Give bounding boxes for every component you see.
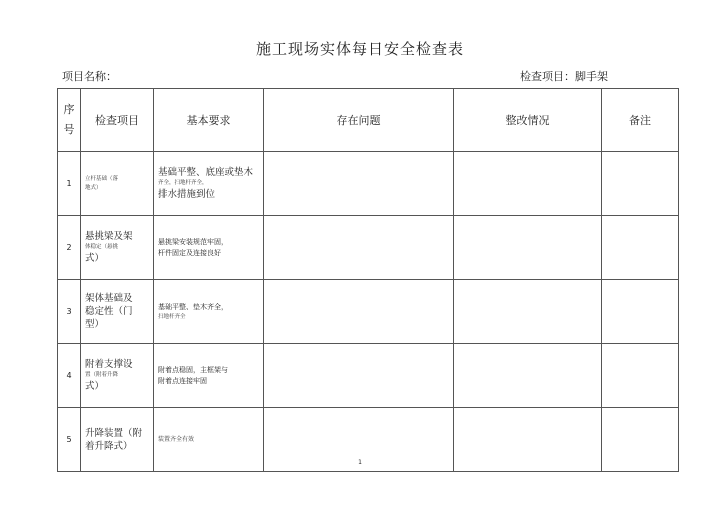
check-item-label: 检查项目：脚手架 [520,70,608,83]
row-item-line: 立杆基础（落 [85,175,119,182]
row-rectification-cell[interactable] [454,216,602,280]
project-name-label: 项目名称： [62,70,117,83]
table-header-row [58,89,679,152]
header-problem: 存在问题 [264,89,454,152]
header-item: 检查项目 [81,89,154,152]
row-item-line: 升降装置（附 [85,427,143,439]
header-requirement: 基本要求 [154,89,264,152]
row-item-line: 着升降式） [85,440,133,452]
row-item-line: 体稳定（悬挑 [85,244,119,250]
row-requirement [154,344,264,408]
row-rectification-cell[interactable] [454,344,602,408]
row-rectification-cell[interactable] [454,280,602,344]
row-item-line: 悬挑梁及架 [85,231,133,242]
row-req-line: 扫地杆齐全 [158,313,186,320]
row-item [81,216,154,280]
row-item-line: 置（附着升降 [85,372,119,378]
row-problem-cell[interactable] [264,344,454,408]
header-seq-line1: 序 [63,103,75,116]
row-number: 2 [58,216,81,280]
row-remarks-cell[interactable] [602,216,679,280]
row-number: 3 [58,280,81,344]
row-req-line: 基础平整、底座或垫木 [158,167,254,178]
row-req-line: 杆件固定及连接良好 [158,248,221,257]
row-remarks-cell[interactable] [602,344,679,408]
table-row [58,280,679,344]
row-req-line: 悬挑梁安装规范牢固， [158,237,228,246]
row-requirement [154,216,264,280]
row-req-line: 附着点稳固，主框架与 [158,365,228,374]
row-requirement [154,280,264,344]
row-remarks-cell[interactable] [602,152,679,216]
table-row [58,344,679,408]
header-remarks: 备注 [602,89,679,152]
header-seq-line2: 号 [63,123,75,136]
row-number: 1 [58,152,81,216]
row-req-line: 装置齐全有效 [158,436,195,443]
row-number: 5 [58,408,81,472]
row-problem-cell[interactable] [264,152,454,216]
row-number: 4 [58,344,81,408]
row-problem-cell[interactable] [264,216,454,280]
page-number: 1 [358,459,362,466]
table-row [58,216,679,280]
row-item-line: 架体基础及 [85,293,133,304]
header-seq [58,89,81,152]
row-item [81,280,154,344]
row-item-line: 式） [85,253,105,264]
header-rectification: 整改情况 [454,89,602,152]
table-row [58,152,679,216]
row-remarks-cell[interactable] [602,280,679,344]
row-item-line: 地式） [85,184,102,191]
row-req-line: 附着点连接牢固 [158,376,207,385]
row-req-line: 基础平整、垫木齐全， [158,302,228,311]
page-title: 施工现场实体每日安全检查表 [255,40,464,58]
row-rectification-cell[interactable] [454,152,602,216]
row-item [81,152,154,216]
row-item [81,344,154,408]
row-item-line: 附着支撑设 [85,359,133,370]
row-problem-cell[interactable] [264,280,454,344]
row-req-line: 齐全，扫地杆齐全， [158,180,208,186]
row-item-line: 式） [85,381,105,392]
inspection-table [57,88,679,472]
row-requirement [154,152,264,216]
row-item-line: 稳定性（门 [85,306,133,317]
row-req-line: 排水措施到位 [158,189,216,200]
row-item-line: 型） [85,319,105,330]
